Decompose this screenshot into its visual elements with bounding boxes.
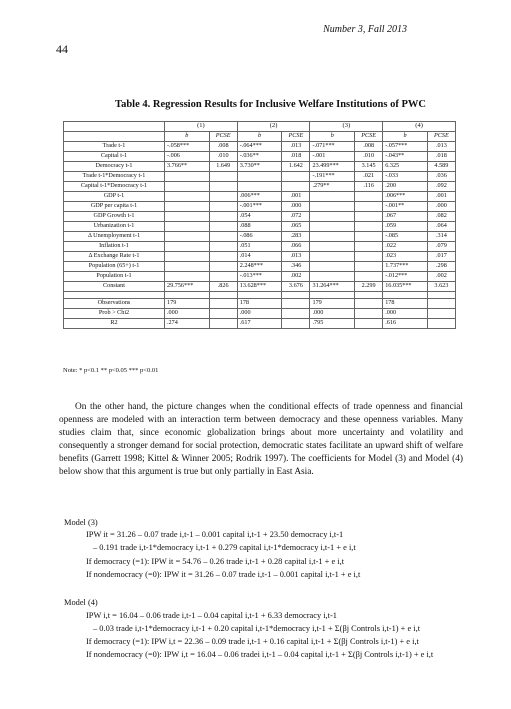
- table-cell: .014: [237, 252, 282, 262]
- stats-blank-cell: [282, 319, 310, 329]
- table-cell: .088: [237, 222, 282, 232]
- table-cell: [209, 252, 237, 262]
- table-cell: .064: [427, 222, 455, 232]
- spacer-cell: [355, 292, 383, 299]
- table-cell: 2.299: [355, 282, 383, 292]
- table-cell: -.033: [383, 172, 428, 182]
- table-cell: .036: [427, 172, 455, 182]
- stats-cell: 178: [383, 299, 428, 309]
- table-cell: 3.766**: [165, 162, 210, 172]
- table-cell: [209, 232, 237, 242]
- stats-blank-cell: [282, 309, 310, 319]
- table-cell: -.086: [237, 232, 282, 242]
- table-cell: [355, 262, 383, 272]
- table-cell: [310, 232, 355, 242]
- table-cell: [165, 192, 210, 202]
- table-cell: [165, 242, 210, 252]
- spacer-cell: [310, 292, 355, 299]
- subheader-row: [64, 132, 456, 142]
- table-cell: -.013***: [237, 272, 282, 282]
- subheader-cell: PCSE: [282, 132, 310, 142]
- stats-cell: 179: [310, 299, 355, 309]
- table-cell: .018: [282, 152, 310, 162]
- table-cell: -.057***: [383, 142, 428, 152]
- row-label: Constant: [64, 282, 165, 292]
- subheader-cell: PCSE: [427, 132, 455, 142]
- table-cell: [355, 222, 383, 232]
- table-note: Note: * p<0.1 ** p<0.05 *** p<0.01: [63, 367, 159, 374]
- stats-blank-cell: [427, 299, 455, 309]
- table-cell: .092: [427, 182, 455, 192]
- table-cell: .082: [427, 212, 455, 222]
- stats-blank-cell: [355, 299, 383, 309]
- table-cell: .010: [355, 152, 383, 162]
- table-cell: .200: [383, 182, 428, 192]
- table-cell: 3.676: [282, 282, 310, 292]
- table-cell: .054: [237, 212, 282, 222]
- table-cell: 3.623: [427, 282, 455, 292]
- page-number: 44: [56, 42, 68, 56]
- table-cell: .116: [355, 182, 383, 192]
- table-cell: .010: [209, 152, 237, 162]
- table-cell: .059: [383, 222, 428, 232]
- table-cell: [209, 212, 237, 222]
- table-cell: [310, 202, 355, 212]
- table-cell: -.001***: [237, 202, 282, 212]
- model3-equation-line: – 0.191 trade i,t-1*democracy i,t-1 + 0.279 capital i,t-1*democracy i,t-1 + e i,t: [93, 543, 356, 552]
- subheader-cell: PCSE: [355, 132, 383, 142]
- table-cell: [282, 182, 310, 192]
- model3-equation-line: If democracy (=1): IPW it = 54.76 – 0.26 trade i,t-1 + 0.28 capital i,t-1 + e i,t: [86, 557, 345, 566]
- table-cell: .006***: [237, 192, 282, 202]
- table-cell: [310, 192, 355, 202]
- model-header-row: [64, 122, 456, 132]
- table-cell: 29.756***: [165, 282, 210, 292]
- regression-table: [63, 121, 456, 329]
- stats-blank-cell: [427, 319, 455, 329]
- table-cell: .079: [427, 242, 455, 252]
- journal-issue: Number 3, Fall 2013: [323, 24, 407, 35]
- table-cell: 4.589: [427, 162, 455, 172]
- stats-cell: 179: [165, 299, 210, 309]
- table-cell: .002: [427, 272, 455, 282]
- table-cell: [237, 182, 282, 192]
- table-cell: .000: [427, 202, 455, 212]
- row-label: Δ Unemployment t-1: [64, 232, 165, 242]
- row-label: Population t-1: [64, 272, 165, 282]
- table-cell: .065: [282, 222, 310, 232]
- stats-cell: .000: [310, 309, 355, 319]
- table-cell: 1.642: [282, 162, 310, 172]
- table-cell: [165, 172, 210, 182]
- table-cell: [209, 182, 237, 192]
- table-spacer-row: [64, 292, 456, 299]
- table-row: [64, 242, 456, 252]
- table-cell: 31.264***: [310, 282, 355, 292]
- spacer-cell: [64, 292, 165, 299]
- table-cell: [165, 202, 210, 212]
- table-cell: 1.737***: [383, 262, 428, 272]
- table-cell: [355, 202, 383, 212]
- table-cell: -.001**: [383, 202, 428, 212]
- table-cell: -.071***: [310, 142, 355, 152]
- table-cell: .001: [282, 192, 310, 202]
- stats-blank-cell: [427, 309, 455, 319]
- subheader-cell: PCSE: [209, 132, 237, 142]
- table-cell: [310, 242, 355, 252]
- table-cell: [209, 242, 237, 252]
- subheader-cell: b: [383, 132, 428, 142]
- row-label: Trade t-1*Democracy t-1: [64, 172, 165, 182]
- table-cell: -.036**: [237, 152, 282, 162]
- table-cell: [209, 172, 237, 182]
- row-label: GDP t-1: [64, 192, 165, 202]
- table-cell: [310, 222, 355, 232]
- table-cell: -.064***: [237, 142, 282, 152]
- row-label: Capital t-1: [64, 152, 165, 162]
- table-row: [64, 222, 456, 232]
- stats-row: [64, 299, 456, 309]
- table-row: [64, 192, 456, 202]
- table-cell: 1.649: [209, 162, 237, 172]
- table-row: [64, 212, 456, 222]
- model3-equation-line: If nondemocracy (=0): IPW it = 31.26 – 0.07 trade i,t-1 – 0.001 capital i,t-1 + e i,t: [86, 570, 361, 579]
- table-cell: [165, 252, 210, 262]
- subheader-cell: b: [310, 132, 355, 142]
- table-cell: -.001: [310, 152, 355, 162]
- model-header: (3): [310, 122, 383, 132]
- table-cell: [209, 222, 237, 232]
- model3-equation-line: IPW it = 31.26 – 0.07 trade i,t-1 – 0.001 capital i,t-1 + 23.50 democracy i,t-1: [86, 530, 344, 539]
- table-cell: 3.145: [355, 162, 383, 172]
- table-cell: 6.325: [383, 162, 428, 172]
- table-cell: -.006: [165, 152, 210, 162]
- stats-cell: .274: [165, 319, 210, 329]
- stats-blank-cell: [355, 309, 383, 319]
- table-cell: .013: [282, 252, 310, 262]
- subheader-cell: b: [237, 132, 282, 142]
- table-cell: [165, 182, 210, 192]
- table-cell: [209, 202, 237, 212]
- spacer-cell: [209, 292, 237, 299]
- table-row: [64, 252, 456, 262]
- table-cell: [355, 232, 383, 242]
- table-cell: [310, 262, 355, 272]
- row-label: GDP per capita t-1: [64, 202, 165, 212]
- spacer-cell: [427, 292, 455, 299]
- model4-title: Model (4): [64, 598, 98, 607]
- stats-row: [64, 319, 456, 329]
- table-cell: [310, 252, 355, 262]
- row-label: Capital t-1*Democracy t-1: [64, 182, 165, 192]
- table-cell: [282, 172, 310, 182]
- model4-equation-line: If democracy (=1): IPW i,t = 22.36 – 0.09 trade i,t-1 + 0.16 capital i,t-1 + Σ(βj Controls i,t-1) + e i,t: [86, 637, 419, 646]
- table-cell: [209, 272, 237, 282]
- table-cell: -.012***: [383, 272, 428, 282]
- table-cell: [165, 232, 210, 242]
- table-row: [64, 142, 456, 152]
- table-cell: 16.035***: [383, 282, 428, 292]
- stats-blank-cell: [355, 319, 383, 329]
- table-row: [64, 282, 456, 292]
- table-cell: .279**: [310, 182, 355, 192]
- table-cell: .072: [282, 212, 310, 222]
- table-cell: [355, 252, 383, 262]
- table-cell: .023: [383, 252, 428, 262]
- table-cell: .013: [427, 142, 455, 152]
- model4-equation-line: IPW i,t = 16.04 – 0.06 trade i,t-1 – 0.04 capital i,t-1 + 6.33 democracy i,t-1: [86, 611, 337, 620]
- table-cell: 23.499***: [310, 162, 355, 172]
- model-header: (4): [383, 122, 456, 132]
- table-cell: [355, 212, 383, 222]
- table-cell: 2.248***: [237, 262, 282, 272]
- table-cell: .314: [427, 232, 455, 242]
- table-cell: [355, 242, 383, 252]
- table-cell: [209, 262, 237, 272]
- table-cell: .022: [383, 242, 428, 252]
- table-cell: [237, 172, 282, 182]
- table-cell: [310, 272, 355, 282]
- table-cell: [165, 272, 210, 282]
- row-label: Inflation t-1: [64, 242, 165, 252]
- spacer-cell: [383, 292, 428, 299]
- model3-title: Model (3): [64, 518, 98, 527]
- row-label: Δ Exchange Rate t-1: [64, 252, 165, 262]
- table-row: [64, 182, 456, 192]
- row-label: Democracy t-1: [64, 162, 165, 172]
- subheader-cell: b: [165, 132, 210, 142]
- table-cell: .298: [427, 262, 455, 272]
- table-cell: .002: [282, 272, 310, 282]
- table-row: [64, 262, 456, 272]
- table-cell: .346: [282, 262, 310, 272]
- table-cell: [310, 212, 355, 222]
- table-cell: -.085: [383, 232, 428, 242]
- stats-cell: .617: [237, 319, 282, 329]
- model-header: (2): [237, 122, 310, 132]
- table-cell: 3.730**: [237, 162, 282, 172]
- spacer-cell: [282, 292, 310, 299]
- stats-label: Prob > Chi2: [64, 309, 165, 319]
- table-cell: .001: [427, 192, 455, 202]
- header-blank: [64, 132, 165, 142]
- table-cell: .283: [282, 232, 310, 242]
- table-cell: .006***: [383, 192, 428, 202]
- table-cell: [165, 262, 210, 272]
- table-cell: [209, 192, 237, 202]
- stats-blank-cell: [209, 319, 237, 329]
- stats-cell: .000: [165, 309, 210, 319]
- table-cell: [355, 192, 383, 202]
- table-cell: -.043**: [383, 152, 428, 162]
- table-row: [64, 162, 456, 172]
- table-row: [64, 202, 456, 212]
- table-row: [64, 232, 456, 242]
- row-label: Urbanization t-1: [64, 222, 165, 232]
- stats-row: [64, 309, 456, 319]
- table-cell: .008: [355, 142, 383, 152]
- spacer-cell: [165, 292, 210, 299]
- table-cell: .021: [355, 172, 383, 182]
- stats-blank-cell: [282, 299, 310, 309]
- table-cell: [165, 212, 210, 222]
- stats-cell: .000: [383, 309, 428, 319]
- header-blank: [64, 122, 165, 132]
- table-cell: .067: [383, 212, 428, 222]
- table-cell: [355, 272, 383, 282]
- table-row: [64, 272, 456, 282]
- spacer-cell: [237, 292, 282, 299]
- stats-cell: .795: [310, 319, 355, 329]
- stats-cell: .000: [237, 309, 282, 319]
- body-paragraph: On the other hand, the picture changes when the conditional effects of trade openness and financial openness are modeled with an interaction term between democracy and these openness variables. Many studies claim that, since economic globalization brings about more uncertainty and volatility and consequently a stronger demand for social protection, democratic states facilitate an upward shift of welfare benefits (Garrett 1998; Kittel & Winner 2005; Rodrik 1997). The coefficients for Model (3) and Model (4) below show that this argument is true but only partially in East Asia.: [59, 402, 463, 477]
- stats-cell: .616: [383, 319, 428, 329]
- model-header: (1): [165, 122, 238, 132]
- table-cell: [165, 222, 210, 232]
- row-label: GDP Growth t-1: [64, 212, 165, 222]
- row-label: Population (65+) t-1: [64, 262, 165, 272]
- model4-equation-line: If nondemocracy (=0): IPW i,t = 16.04 – 0.06 tradei i,t-1 – 0.04 capital i,t-1 + Σ(βj Controls i,t-1) + e i,t: [86, 650, 434, 659]
- table-row: [64, 152, 456, 162]
- table-cell: .018: [427, 152, 455, 162]
- model4-equation-line: – 0.03 trade i,t-1*democracy i,t-1 + 0.20 capital i,t-1*democracy i,t-1 + Σ(βj Controls i,t-1) + e i,t: [93, 624, 421, 633]
- row-label: Trade t-1: [64, 142, 165, 152]
- table-cell: -.058***: [165, 142, 210, 152]
- table-cell: -.191***: [310, 172, 355, 182]
- stats-label: R2: [64, 319, 165, 329]
- table-cell: .000: [282, 202, 310, 212]
- table-cell: .066: [282, 242, 310, 252]
- stats-cell: 178: [237, 299, 282, 309]
- table-cell: .008: [209, 142, 237, 152]
- table-row: [64, 172, 456, 182]
- stats-label: Observations: [64, 299, 165, 309]
- table-cell: .826: [209, 282, 237, 292]
- table-cell: 13.628***: [237, 282, 282, 292]
- table-title: Table 4. Regression Results for Inclusive Welfare Institutions of PWC: [115, 99, 426, 110]
- table-cell: .051: [237, 242, 282, 252]
- table-cell: .013: [282, 142, 310, 152]
- table-cell: .017: [427, 252, 455, 262]
- stats-blank-cell: [209, 309, 237, 319]
- stats-blank-cell: [209, 299, 237, 309]
